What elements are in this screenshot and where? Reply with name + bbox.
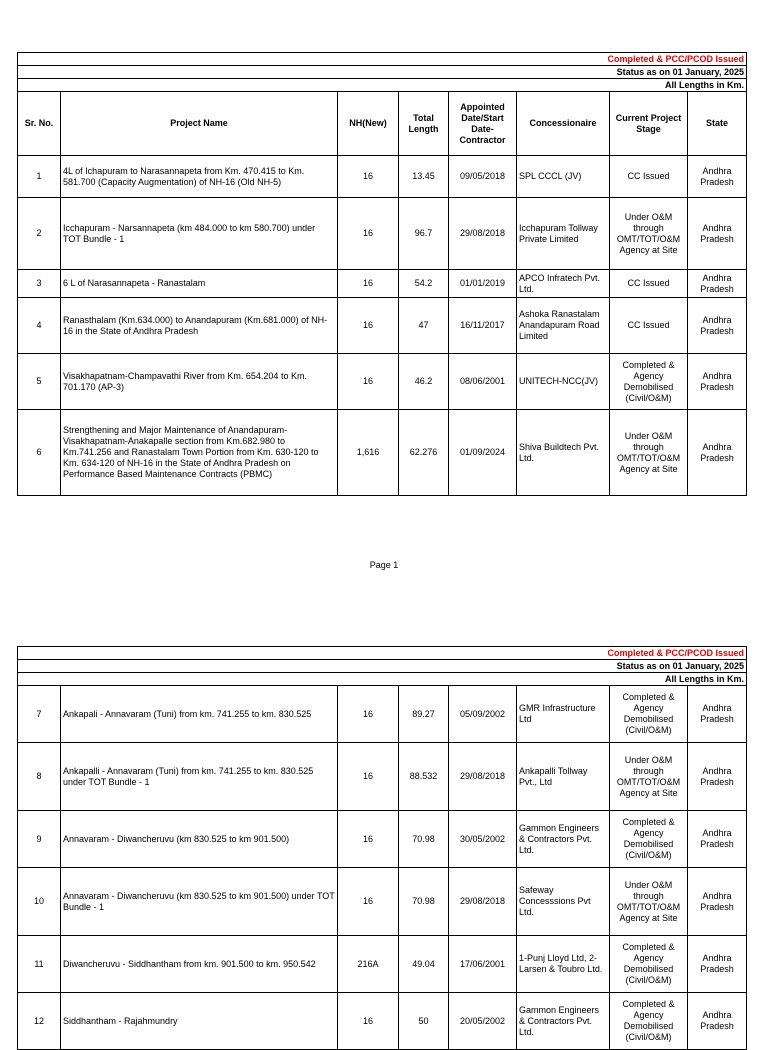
cell-total-length: 70.98	[399, 868, 449, 936]
projects-table	[17, 52, 747, 496]
cell-project-name: Siddhantham - Rajahmundry	[61, 993, 338, 1050]
cell-nh: 16	[338, 686, 399, 743]
cell-nh: 16	[338, 298, 399, 354]
cell-project-stage: Under O&M through OMT/TOT/O&M Agency at Site	[610, 868, 688, 936]
cell-sr-no: 4	[18, 298, 61, 354]
cell-total-length: 54.2	[399, 270, 449, 298]
cell-concessionaire: Icchapuram Tollway Private Limited	[517, 198, 610, 270]
cell-sr-no: 1	[18, 156, 61, 198]
cell-total-length: 88.532	[399, 743, 449, 811]
cell-sr-no: 3	[18, 270, 61, 298]
cell-sr-no: 8	[18, 743, 61, 811]
cell-state: Andhra Pradesh	[688, 410, 747, 496]
column-header-row	[18, 92, 747, 156]
cell-concessionaire: Shiva Buildtech Pvt. Ltd.	[517, 410, 610, 496]
cell-appointed-date: 05/09/2002	[449, 686, 517, 743]
cell-total-length: 46.2	[399, 354, 449, 410]
status-title: Completed & PCC/PCOD Issued	[18, 53, 747, 66]
cell-state: Andhra Pradesh	[688, 354, 747, 410]
cell-project-stage: Under O&M through OMT/TOT/O&M Agency at Site	[610, 198, 688, 270]
cell-appointed-date: 30/05/2002	[449, 811, 517, 868]
cell-concessionaire: 1-Punj Lloyd Ltd, 2-Larsen & Toubro Ltd.	[517, 936, 610, 993]
cell-nh: 16	[338, 354, 399, 410]
cell-total-length: 13.45	[399, 156, 449, 198]
cell-project-stage: Under O&M through OMT/TOT/O&M Agency at Site	[610, 410, 688, 496]
table-row	[18, 936, 747, 993]
cell-project-stage: Completed & Agency Demobilised (Civil/O&M)	[610, 993, 688, 1050]
cell-project-name: Annavaram - Diwancheruvu (km 830.525 to km 901.500)	[61, 811, 338, 868]
cell-appointed-date: 17/06/2001	[449, 936, 517, 993]
cell-total-length: 49.04	[399, 936, 449, 993]
cell-project-stage: Completed & Agency Demobilised (Civil/O&M)	[610, 811, 688, 868]
status-date-row	[18, 66, 747, 79]
status-date: Status as on 01 January, 2025	[18, 66, 747, 79]
cell-nh: 16	[338, 743, 399, 811]
cell-appointed-date: 01/09/2024	[449, 410, 517, 496]
table-row	[18, 298, 747, 354]
cell-project-name: 6 L of Narasannapeta - Ranastalam	[61, 270, 338, 298]
units-row	[18, 673, 747, 686]
cell-project-name: Ranasthalam (Km.634.000) to Anandapuram (Km.681.000) of NH-16 in the State of Andhra Pradesh	[61, 298, 338, 354]
cell-project-name: Ankapalli - Annavaram (Tuni) from km. 741.255 to km. 830.525 under TOT Bundle - 1	[61, 743, 338, 811]
units-note: All Lengths in Km.	[18, 673, 747, 686]
table-body-page-1	[18, 156, 747, 496]
cell-nh: 1,616	[338, 410, 399, 496]
cell-project-name: Annavaram - Diwancheruvu (km 830.525 to km 901.500) under TOT Bundle - 1	[61, 868, 338, 936]
cell-total-length: 89.27	[399, 686, 449, 743]
table-row	[18, 868, 747, 936]
cell-state: Andhra Pradesh	[688, 298, 747, 354]
table-row	[18, 686, 747, 743]
cell-nh: 16	[338, 993, 399, 1050]
table-row	[18, 993, 747, 1050]
units-note: All Lengths in Km.	[18, 79, 747, 92]
table-row	[18, 811, 747, 868]
cell-sr-no: 7	[18, 686, 61, 743]
cell-state: Andhra Pradesh	[688, 198, 747, 270]
cell-concessionaire: Ankapalli Tollway Pvt., Ltd	[517, 743, 610, 811]
col-header-concessionaire: Concessionaire	[517, 92, 610, 156]
table-body-page-2	[18, 686, 747, 1050]
col-header-total-length: Total Length	[399, 92, 449, 156]
table-row	[18, 410, 747, 496]
cell-nh: 216A	[338, 936, 399, 993]
cell-appointed-date: 29/08/2018	[449, 198, 517, 270]
cell-project-name: Icchapuram - Narsannapeta (km 484.000 to km 580.700) under TOT Bundle - 1	[61, 198, 338, 270]
page-number: Page 1	[369, 560, 399, 570]
cell-appointed-date: 29/08/2018	[449, 868, 517, 936]
cell-sr-no: 12	[18, 993, 61, 1050]
cell-sr-no: 6	[18, 410, 61, 496]
cell-concessionaire: Gammon Engineers & Contractors Pvt. Ltd.	[517, 811, 610, 868]
table-row	[18, 354, 747, 410]
projects-table	[17, 646, 747, 1050]
cell-project-name: 4L of Ichapuram to Narasannapeta from Km. 470.415 to Km. 581.700 (Capacity Augmentation) of NH-16 (Old NH-5)	[61, 156, 338, 198]
cell-project-stage: CC Issued	[610, 298, 688, 354]
cell-project-stage: Completed & Agency Demobilised (Civil/O&M)	[610, 354, 688, 410]
cell-appointed-date: 29/08/2018	[449, 743, 517, 811]
status-title: Completed & PCC/PCOD Issued	[18, 647, 747, 660]
cell-state: Andhra Pradesh	[688, 811, 747, 868]
cell-state: Andhra Pradesh	[688, 270, 747, 298]
cell-appointed-date: 08/06/2001	[449, 354, 517, 410]
cell-sr-no: 10	[18, 868, 61, 936]
cell-project-name: Ankapali - Annavaram (Tuni) from km. 741.255 to km. 830.525	[61, 686, 338, 743]
cell-appointed-date: 09/05/2018	[449, 156, 517, 198]
col-header-project-name: Project Name	[61, 92, 338, 156]
cell-concessionaire: Safeway Concesssions Pvt Ltd.	[517, 868, 610, 936]
cell-project-name: Strengthening and Major Maintenance of Anandapuram-Visakhapatnam-Anakapalle section from Km.682.980 to Km.741.256 and Ranastalam Town Portion from Km. 630-120 to Km. 634-120 of NH-16 in the State of Andhra Pradesh on Performance Based Maintenance Contracts (PBMC)	[61, 410, 338, 496]
table-row	[18, 270, 747, 298]
cell-sr-no: 2	[18, 198, 61, 270]
cell-project-stage: Completed & Agency Demobilised (Civil/O&M)	[610, 686, 688, 743]
cell-state: Andhra Pradesh	[688, 868, 747, 936]
col-header-project-stage: Current Project Stage	[610, 92, 688, 156]
cell-nh: 16	[338, 811, 399, 868]
cell-total-length: 50	[399, 993, 449, 1050]
cell-project-stage: CC Issued	[610, 270, 688, 298]
status-date-row	[18, 660, 747, 673]
table-row	[18, 156, 747, 198]
col-header-appointed-date: Appointed Date/Start Date-Contractor	[449, 92, 517, 156]
cell-appointed-date: 20/05/2002	[449, 993, 517, 1050]
cell-state: Andhra Pradesh	[688, 993, 747, 1050]
cell-project-name: Diwancheruvu - Siddhantham from km. 901.500 to km. 950.542	[61, 936, 338, 993]
table-page-1	[17, 52, 746, 496]
cell-project-stage: Completed & Agency Demobilised (Civil/O&M)	[610, 936, 688, 993]
cell-total-length: 47	[399, 298, 449, 354]
cell-project-name: Visakhapatnam-Champavathi River from Km. 654.204 to Km. 701.170 (AP-3)	[61, 354, 338, 410]
table-row	[18, 198, 747, 270]
cell-appointed-date: 01/01/2019	[449, 270, 517, 298]
cell-concessionaire: UNITECH-NCC(JV)	[517, 354, 610, 410]
cell-concessionaire: Ashoka Ranastalam Anandapuram Road Limited	[517, 298, 610, 354]
cell-total-length: 96.7	[399, 198, 449, 270]
cell-concessionaire: GMR Infrastructure Ltd	[517, 686, 610, 743]
cell-nh: 16	[338, 270, 399, 298]
cell-nh: 16	[338, 198, 399, 270]
cell-state: Andhra Pradesh	[688, 156, 747, 198]
status-title-row	[18, 647, 747, 660]
cell-concessionaire: Gammon Engineers & Contractors Pvt. Ltd.	[517, 993, 610, 1050]
cell-sr-no: 9	[18, 811, 61, 868]
cell-concessionaire: APCO Infratech Pvt. Ltd.	[517, 270, 610, 298]
cell-sr-no: 11	[18, 936, 61, 993]
cell-nh: 16	[338, 156, 399, 198]
cell-project-stage: CC Issued	[610, 156, 688, 198]
col-header-state: State	[688, 92, 747, 156]
table-row	[18, 743, 747, 811]
cell-concessionaire: SPL CCCL (JV)	[517, 156, 610, 198]
status-date: Status as on 01 January, 2025	[18, 660, 747, 673]
col-header-nh: NH(New)	[338, 92, 399, 156]
cell-project-stage: Under O&M through OMT/TOT/O&M Agency at Site	[610, 743, 688, 811]
cell-state: Andhra Pradesh	[688, 936, 747, 993]
status-title-row	[18, 53, 747, 66]
units-row	[18, 79, 747, 92]
cell-total-length: 70.98	[399, 811, 449, 868]
table-page-2	[17, 646, 746, 1050]
cell-state: Andhra Pradesh	[688, 686, 747, 743]
cell-total-length: 62.276	[399, 410, 449, 496]
cell-state: Andhra Pradesh	[688, 743, 747, 811]
cell-appointed-date: 16/11/2017	[449, 298, 517, 354]
cell-nh: 16	[338, 868, 399, 936]
cell-sr-no: 5	[18, 354, 61, 410]
col-header-sr-no: Sr. No.	[18, 92, 61, 156]
